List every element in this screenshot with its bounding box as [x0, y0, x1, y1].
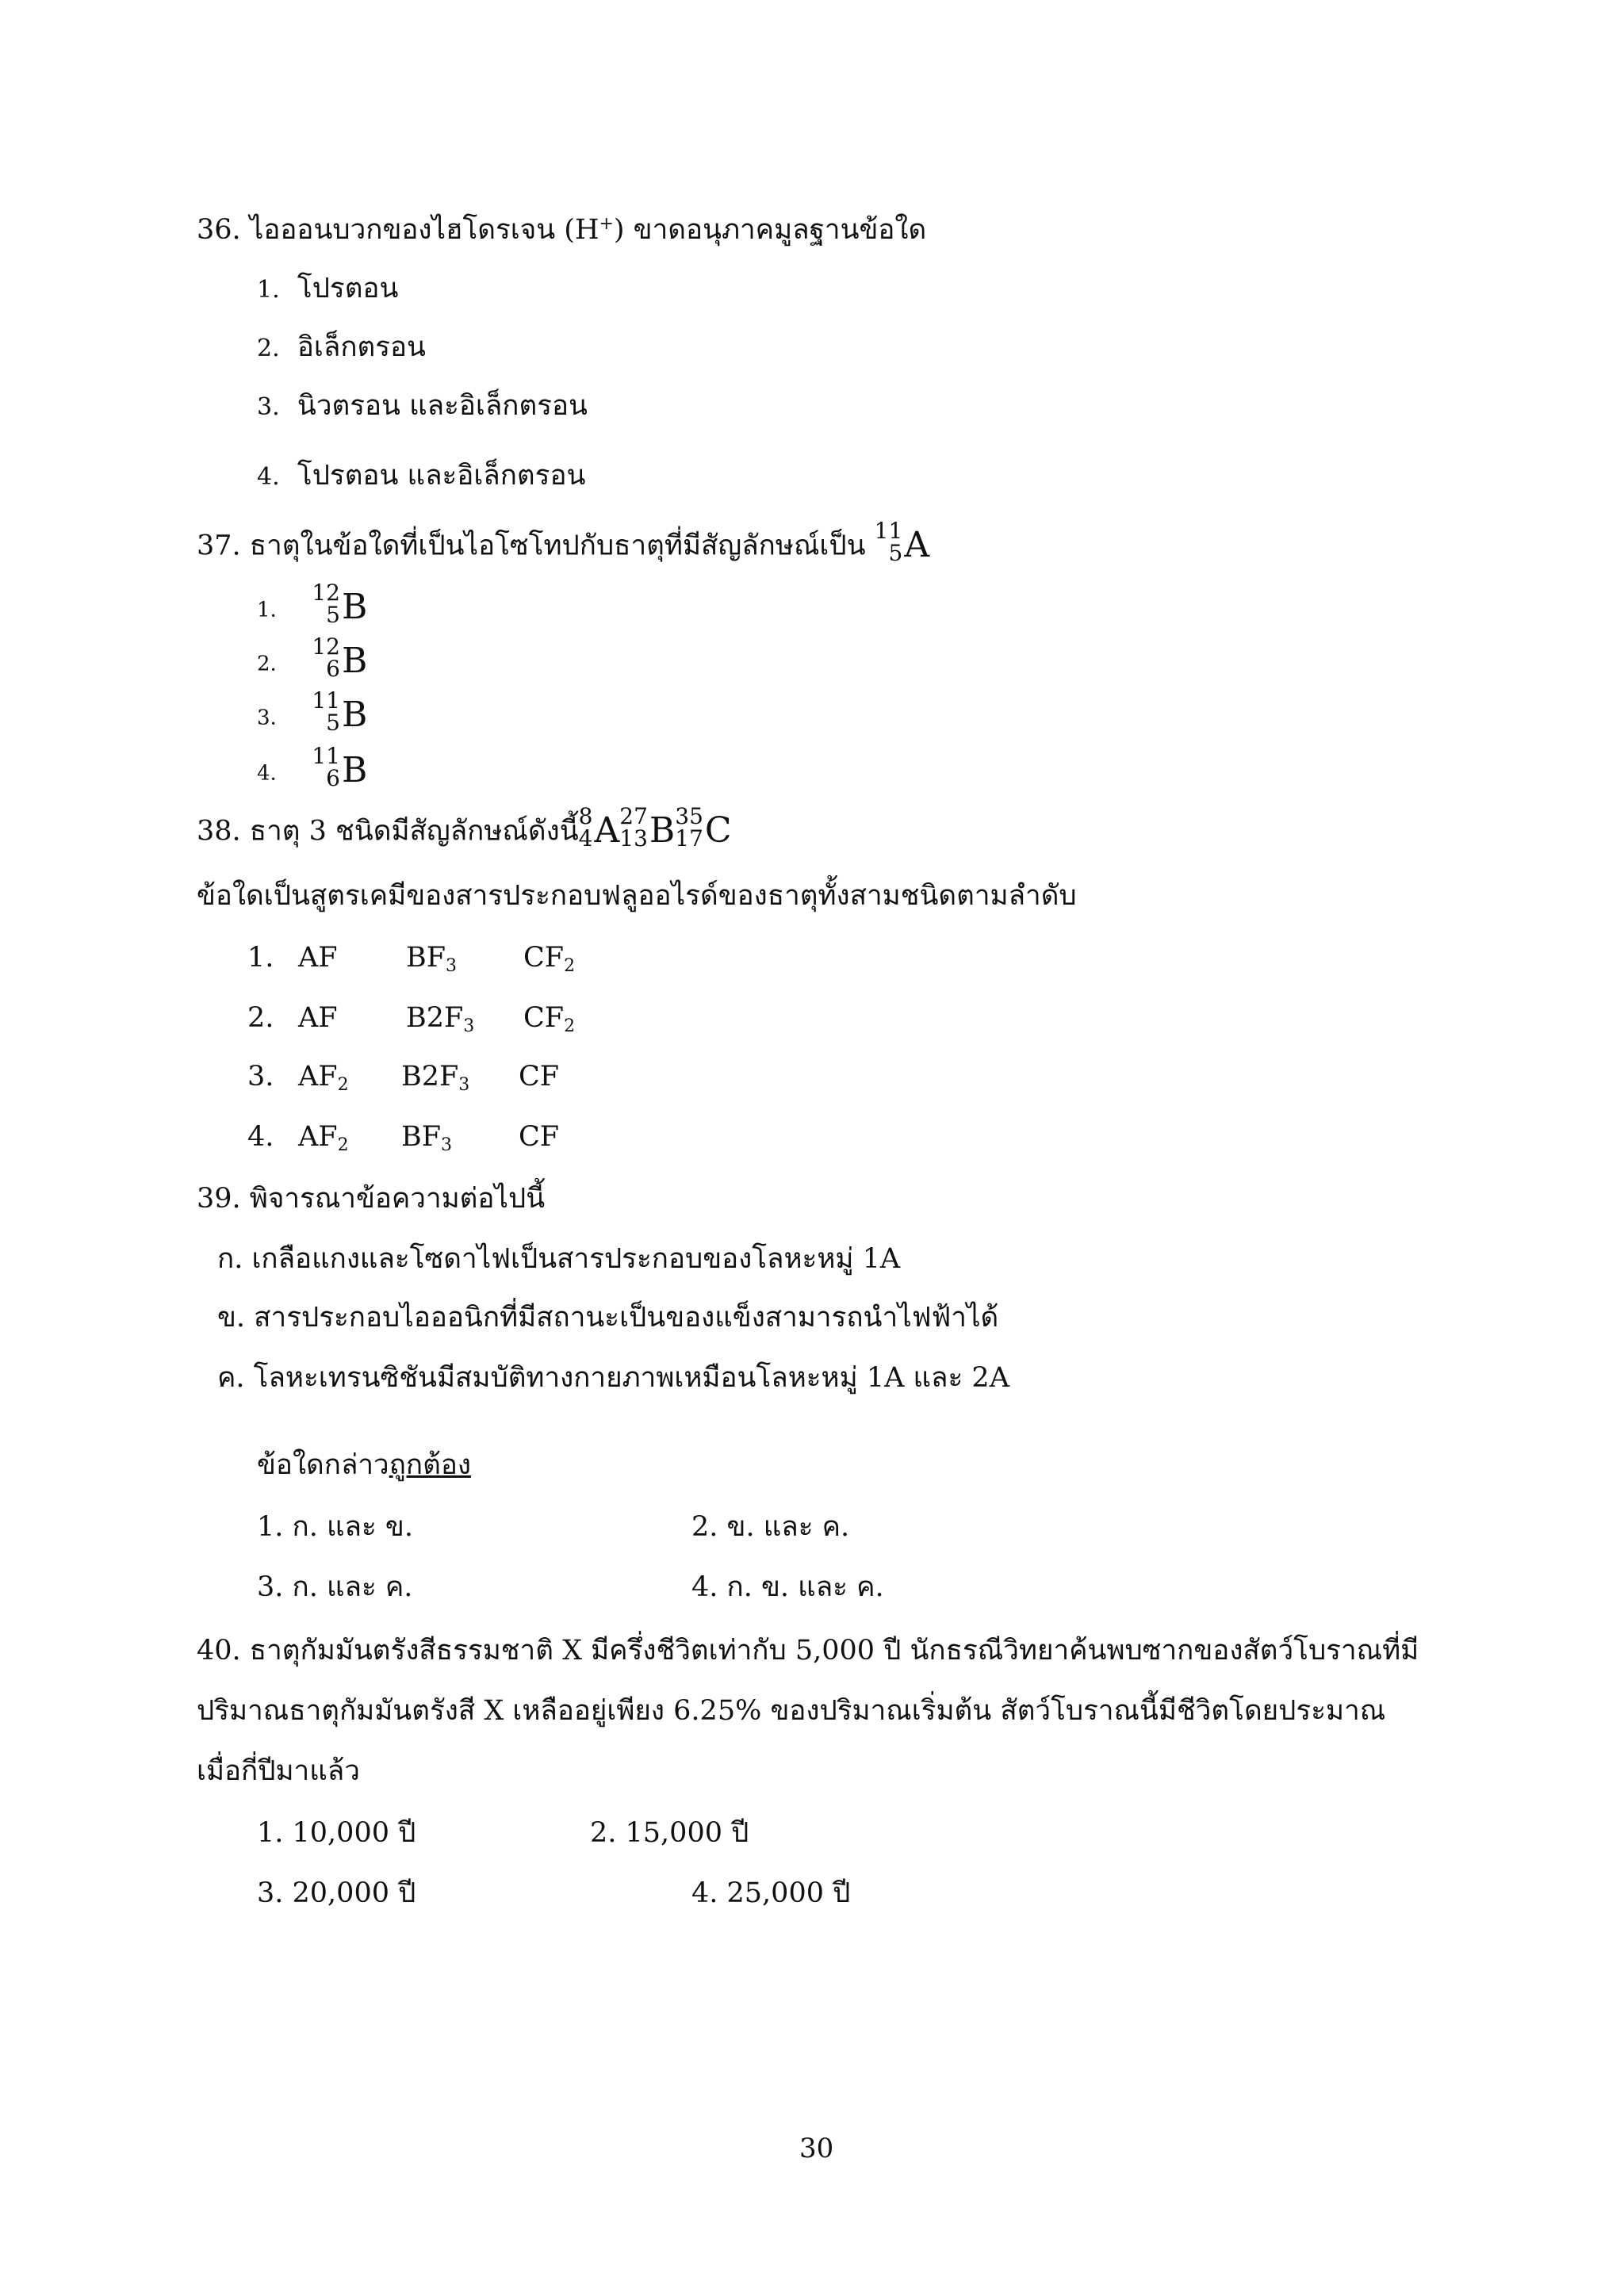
atomic-number: 6: [326, 765, 340, 791]
q38-choice-2-c: [523, 1001, 575, 1039]
q39-choice-3: 3. ก. และ ค.: [257, 1571, 413, 1603]
formula-text: CF: [523, 942, 565, 974]
atomic-number: 5: [326, 602, 340, 628]
formula-text: CF: [523, 1002, 565, 1034]
q37-stem-text: 37. ธาตุในข้อใดที่เป็นไอโซโทปกับธาตุที่มีสัญลักษณ์เป็น: [197, 530, 866, 562]
mass-number: 11: [874, 518, 903, 544]
choice-number: 4.: [257, 761, 277, 786]
mass-number: 11: [312, 687, 340, 714]
choice-text: โปรตอน: [297, 273, 399, 304]
q36-stem: [197, 212, 926, 251]
element-symbol: B: [341, 641, 368, 681]
formula-text: AF: [298, 1002, 338, 1034]
atomic-number: 13: [619, 825, 648, 851]
mass-number: 27: [619, 803, 648, 829]
formula-subscript: 3: [458, 1075, 470, 1095]
choice-number: 3.: [257, 706, 277, 730]
q39-statement-kho: ข. สารประกอบไอออนิกที่มีสถานะเป็นของแข็งสามารถนำไฟฟ้าได้: [217, 1302, 999, 1334]
q38-choice-3-c: [519, 1059, 559, 1098]
element-symbol: B: [341, 695, 368, 735]
choice-number: 2.: [257, 335, 280, 362]
q37-stem: [197, 518, 930, 568]
q36-choice-3: [257, 388, 588, 425]
q36-stem-text-end: ) ขาดอนุภาคมูลฐานข้อใด: [613, 214, 927, 246]
q38-stem: [197, 803, 732, 853]
q40-line-2: ปริมาณธาตุกัมมันตรังสี X เหลืออยู่เพียง 6.25% ของปริมาณเริ่มต้น สัตว์โบราณนี้มีชีวิตโดยประมาณ: [197, 1695, 1386, 1727]
formula-text: B2F: [401, 1061, 459, 1093]
q39-ask-underlined: ถูกต้อง: [389, 1449, 471, 1481]
choice-number: 4.: [257, 463, 280, 491]
isotope-symbol: [312, 743, 368, 793]
formula-text: B2F: [406, 1002, 464, 1034]
element-symbol: B: [341, 587, 368, 627]
q40-choice-2: 2. 15,000 ปี: [590, 1817, 749, 1849]
element-symbol: A: [904, 525, 930, 565]
q38-symbol-b: [619, 803, 676, 853]
atomic-number: 6: [326, 656, 340, 682]
formula-subscript: 2: [337, 1135, 349, 1155]
q40-line-1: 40. ธาตุกัมมันตรังสีธรรมชาติ X มีครึ่งชีวิตเท่ากับ 5,000 ปี นักธรณีวิทยาค้นพบซากของสัตว์โบราณที่มี: [197, 1635, 1419, 1667]
q40-line-3: เมื่อกี่ปีมาแล้ว: [197, 1755, 360, 1787]
q38-stem-text: 38. ธาตุ 3 ชนิดมีสัญลักษณ์ดังนี้: [197, 815, 579, 848]
q37-choice-2: [257, 633, 368, 683]
q39-ask-text: ข้อใดกล่าว: [257, 1449, 389, 1481]
q39-stem: 39. พิจารณาข้อความต่อไปนี้: [197, 1183, 546, 1215]
q38-choice-2-number: 2.: [247, 1002, 274, 1034]
formula-text: CF: [519, 1061, 560, 1093]
formula-text: AF: [298, 1061, 338, 1093]
q39-choice-4: 4. ก. ข. และ ค.: [691, 1571, 884, 1603]
q38-symbol-c: [675, 803, 732, 853]
q36-stem-text: 36. ไอออนบวกของไฮโดรเจน (H: [197, 214, 599, 246]
q36-choice-2: [257, 330, 426, 366]
mass-number: 12: [312, 633, 340, 660]
formula-subscript: 3: [446, 956, 458, 976]
q38-choice-3-b: [401, 1059, 469, 1098]
choice-text: อิเล็กตรอน: [297, 331, 426, 363]
q38-choice-2-b: [406, 1001, 474, 1039]
mass-number: 8: [578, 803, 593, 829]
choice-text: โปรตอน และอิเล็กตรอน: [297, 460, 586, 492]
atomic-number: 17: [675, 825, 703, 851]
q38-choice-1-a: [298, 940, 338, 979]
q40-choice-1: 1. 10,000 ปี: [257, 1817, 416, 1849]
q37-choice-3: [257, 687, 368, 737]
mass-number: 11: [312, 743, 340, 769]
q38-question: ข้อใดเป็นสูตรเคมีของสารประกอบฟลูออไรด์ของธาตุทั้งสามชนิดตามลำดับ: [197, 880, 1077, 912]
q36-stem-superscript: +: [599, 214, 614, 234]
q39-choice-2: 2. ข. และ ค.: [691, 1511, 850, 1543]
q38-choice-1-number: 1.: [247, 942, 274, 974]
q40-choice-4: 4. 25,000 ปี: [691, 1877, 851, 1909]
formula-subscript: 2: [564, 1016, 576, 1036]
mass-number: 12: [312, 580, 340, 606]
isotope-symbol: [312, 687, 368, 737]
q38-choice-1-b: [406, 940, 457, 979]
q37-reference-symbol: [874, 518, 930, 568]
q38-choice-3-a: [298, 1059, 349, 1098]
q38-choice-4-c: [519, 1119, 559, 1158]
q36-choice-1: [257, 271, 398, 308]
element-symbol: B: [341, 750, 368, 790]
element-symbol: B: [649, 810, 676, 851]
q38-symbol-a: [578, 803, 620, 853]
q37-choice-4: [257, 743, 368, 793]
formula-text: BF: [401, 1121, 442, 1153]
atomic-number: 4: [578, 825, 593, 851]
choice-number: 2.: [257, 652, 277, 676]
q38-choice-3-number: 3.: [247, 1061, 274, 1093]
formula-text: AF: [298, 1121, 338, 1153]
q38-choice-4-b: [401, 1119, 452, 1158]
q39-statement-ko: ก. เกลือแกงและโซดาไฟเป็นสารประกอบของโลหะหมู่ 1A: [217, 1243, 901, 1275]
q37-choice-1: [257, 580, 368, 629]
formula-text: AF: [298, 942, 338, 974]
page-number: 30: [799, 2133, 834, 2164]
formula-subscript: 2: [337, 1075, 349, 1095]
formula-subscript: 3: [441, 1135, 453, 1155]
q36-choice-4: [257, 458, 585, 495]
formula-text: BF: [406, 942, 446, 974]
formula-subscript: 3: [463, 1016, 475, 1036]
choice-number: 1.: [257, 598, 277, 622]
choice-text: นิวตรอน และอิเล็กตรอน: [297, 390, 588, 422]
q40-choice-3: 3. 20,000 ปี: [257, 1877, 416, 1909]
element-symbol: C: [704, 810, 732, 851]
mass-number: 35: [675, 803, 703, 829]
isotope-symbol: [312, 580, 368, 629]
atomic-number: 5: [888, 540, 903, 566]
q38-choice-4-number: 4.: [247, 1121, 274, 1153]
q39-choice-1: 1. ก. และ ข.: [257, 1511, 413, 1543]
choice-number: 3.: [257, 393, 280, 421]
formula-text: CF: [519, 1121, 560, 1153]
formula-subscript: 2: [564, 956, 576, 976]
q38-choice-4-a: [298, 1119, 349, 1158]
q39-statement-kho-khwai: ค. โลหะเทรนซิชันมีสมบัติทางกายภาพเหมือนโลหะหมู่ 1A และ 2A: [217, 1362, 1009, 1394]
choice-number: 1.: [257, 276, 280, 304]
isotope-symbol: [312, 633, 368, 683]
q39-ask: [257, 1448, 471, 1483]
q38-choice-2-a: [298, 1001, 338, 1039]
element-symbol: A: [594, 810, 620, 851]
q38-choice-1-c: [523, 940, 575, 979]
atomic-number: 5: [326, 710, 340, 736]
